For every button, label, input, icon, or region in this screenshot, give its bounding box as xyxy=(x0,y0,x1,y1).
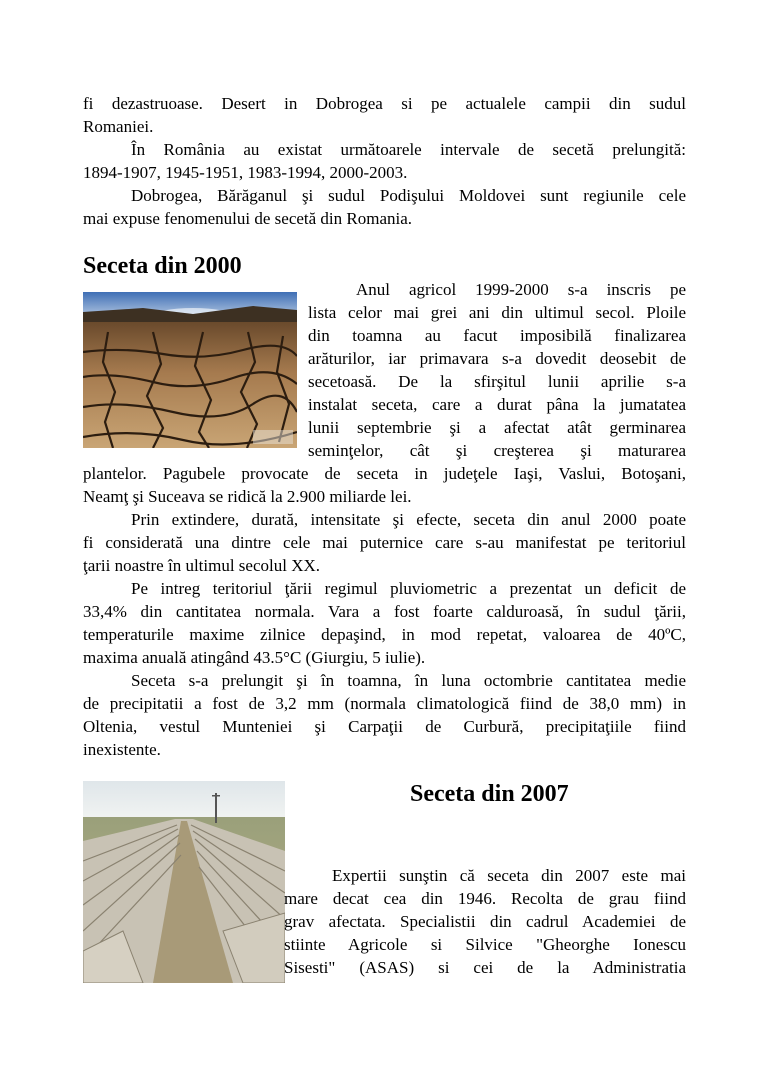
intro-line-1: fi dezastruoase. Desert in Dobrogea si pe actualele campii din sudul xyxy=(83,94,686,113)
s2000-line-8: temperaturile maxime zilnice depaşind, in mod repetat, valoarea de 40ºC, xyxy=(83,625,686,644)
s2000-wrap-line-5: secetoasă. De la sfirşitul lunii aprilie s-a xyxy=(308,372,686,391)
intro-line-6: mai expuse fenomenului de secetă din Romania. xyxy=(83,209,413,228)
s2007-wrap-line-3: grav afectata. Specialistii din cadrul Academiei de xyxy=(284,912,686,931)
s2007-wrap-line-2: mare decat cea din 1946. Recolta de grau fiind xyxy=(284,889,686,908)
s2000-wrap-line-7: lunii septembrie şi a afectat atât germinarea xyxy=(308,418,686,437)
s2000-line-5: ţarii noastre în ultimul secolul XX. xyxy=(83,556,321,575)
intro-line-2: Romaniei. xyxy=(83,117,154,136)
section-2000-heading: Seceta din 2000 xyxy=(83,253,242,279)
s2000-line-10: Seceta s-a prelungit şi în toamna, în luna octombrie cantitatea medie xyxy=(131,671,686,690)
s2000-wrap-line-4: arăturilor, iar primavara s-a dovedit deosebit de xyxy=(308,349,686,368)
s2007-wrap-line-5: Sisesti" (ASAS) si cei de la Administratia xyxy=(284,958,686,977)
s2000-line-7: 33,4% din cantitatea normala. Vara a fost foarte calduroasă, în sudul ţării, xyxy=(83,602,686,621)
intro-line-4: 1894-1907, 1945-1951, 1983-1994, 2000-2003. xyxy=(83,163,408,182)
dry-canal-photo xyxy=(83,781,285,983)
s2000-line-13: inexistente. xyxy=(83,740,161,759)
s2000-line-12: Oltenia, vestul Munteniei şi Carpaţii de Curbură, precipitaţiile fiind xyxy=(83,717,686,736)
intro-line-5: Dobrogea, Bărăganul şi sudul Podişului Moldovei sunt regiunile cele xyxy=(131,186,686,205)
s2000-line-4: fi considerată una dintre cele mai puternice care s-au manifestat pe teritoriul xyxy=(83,533,686,552)
section-2007-heading: Seceta din 2007 xyxy=(410,781,569,807)
s2000-line-9: maxima anuală atingând 43.5°C (Giurgiu, 5 iulie). xyxy=(83,648,426,667)
s2000-wrap-line-3: din toamna au facut imposibilă finalizarea xyxy=(308,326,686,345)
intro-line-3: În România au existat următoarele intervale de secetă prelungită: xyxy=(131,140,686,159)
s2000-line-3: Prin extindere, durată, intensitate şi efecte, seceta din anul 2000 poate xyxy=(131,510,686,529)
s2000-line-11: de precipitatii a fost de 3,2 mm (normala climatologică fiind de 38,0 mm) in xyxy=(83,694,686,713)
s2000-line-2: Neamţ şi Suceava se ridică la 2.900 miliarde lei. xyxy=(83,487,412,506)
s2007-wrap-line-4: stiinte Agricole si Silvice "Gheorghe Ionescu xyxy=(284,935,686,954)
s2007-wrap-line-1: Expertii sunştin că seceta din 2007 este mai xyxy=(332,866,686,885)
s2000-wrap-line-1: Anul agricol 1999-2000 s-a inscris pe xyxy=(356,280,686,299)
s2000-wrap-line-2: lista celor mai grei ani din ultimul secol. Ploile xyxy=(308,303,686,322)
s2000-wrap-line-6: instalat seceta, care a durat pâna la jumatatea xyxy=(308,395,686,414)
s2000-wrap-line-8: seminţelor, cât şi creşterea şi maturarea xyxy=(308,441,686,460)
cracked-earth-photo xyxy=(83,292,297,448)
s2000-line-1: plantelor. Pagubele provocate de seceta in judeţele Iaşi, Vaslui, Botoşani, xyxy=(83,464,686,483)
s2000-line-6: Pe intreg teritoriul ţării regimul pluviometric a prezentat un deficit de xyxy=(131,579,686,598)
